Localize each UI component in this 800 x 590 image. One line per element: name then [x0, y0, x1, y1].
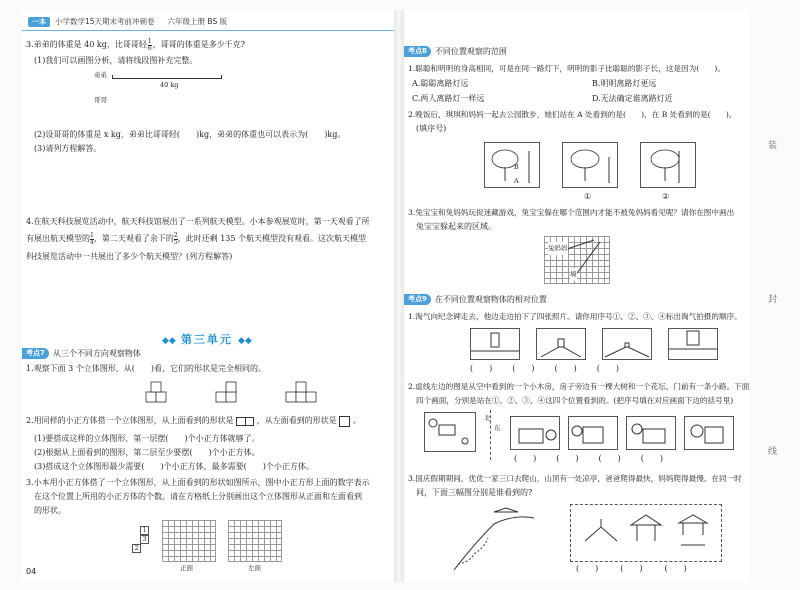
r-q2-stem: 2.晚饭后，琪琪和妈妈一起去公园散步，她们站在 A 处看到的是( )，在 B 处看到的是( )。: [408, 110, 737, 119]
r-q3-line1: 3.兔宝宝和兔妈妈玩捉迷藏游戏，兔宝宝躲在哪个范围内才能不被兔妈妈看见呢？请你在图中画出: [408, 208, 735, 217]
blank[interactable]: ( ): [514, 454, 537, 463]
r-q1-optD[interactable]: D.无法确定谁离路灯近: [592, 94, 673, 103]
kp8-heading: [404, 46, 507, 57]
cube-figures: [142, 378, 342, 410]
u2-sub1: (1)要搭成这样的立体图形，第一层摆( )个小正方体就够了。: [34, 434, 260, 443]
r-q6-line2: 间，下面三幅图分别是谁看到的?: [416, 488, 533, 497]
label-mom: 兔妈妈: [548, 242, 568, 255]
u3-line3: 的形状。: [34, 506, 66, 515]
fraction-num: 1: [147, 37, 152, 45]
pavilion-blanks: [576, 562, 687, 575]
hide-seek-grid[interactable]: [544, 236, 610, 284]
pos-a: A: [514, 177, 519, 185]
blank[interactable]: ( ): [556, 454, 579, 463]
view-option-1[interactable]: [562, 142, 618, 188]
page-header: [28, 16, 227, 27]
view-card: [510, 416, 560, 450]
q3-part2: (2)设哥哥的体重是 x kg，弟弟比哥哥轻( )kg，弟弟的体重也可以表示为( )kg。: [34, 130, 346, 139]
segment-diagram: [94, 71, 282, 108]
blank[interactable]: ( ): [664, 564, 687, 573]
kp9-heading: [404, 294, 547, 305]
left-view-grid[interactable]: [228, 520, 282, 562]
order-blanks: [470, 362, 619, 375]
grade-label: 六年级上册 BS 版: [167, 17, 228, 26]
binding-char-1: 装: [768, 141, 778, 151]
blank[interactable]: ( ): [554, 364, 577, 373]
left-view-shape: [339, 416, 350, 427]
series-title: 小学数学15天期末考前冲刺卷: [55, 17, 155, 26]
kp9-tag: 考点9: [404, 294, 431, 305]
kp8-title: 不同位置观察的范围: [434, 47, 507, 56]
r-q6-line1: 3.国庆假期期间，优优一家三口去爬山，山顶有一处凉亭，爸爸爬得最快，妈妈爬得最慢。在同一时: [408, 474, 742, 483]
right-page: [404, 10, 750, 582]
kp7-tag: 考点7: [22, 348, 49, 359]
binding-char-2: 封: [768, 295, 778, 305]
r-q1-optC[interactable]: C.两人离路灯一样远: [412, 94, 485, 103]
blank[interactable]: ( ): [596, 364, 619, 373]
position-views: [510, 416, 734, 450]
blank[interactable]: ( ): [576, 564, 599, 573]
blank[interactable]: ( ): [620, 564, 643, 573]
u2-sub3: (3)搭成这个立体图形最少需要( )个小正方体，最多需要( )个小正方体。: [34, 462, 314, 471]
r-q1-optA[interactable]: A.聪聪离路灯远: [412, 79, 469, 88]
r-q1-stem: 1.聪聪和明明的身高相同，可是在同一路灯下，明明的影子比聪聪的影子长，这是因为( )。: [408, 64, 725, 73]
page-number: 04: [26, 567, 37, 576]
num-cell: 1: [140, 526, 149, 535]
blank[interactable]: ( ): [512, 364, 535, 373]
photo-card: [668, 328, 718, 360]
r-q5-line2: 四个画面，分别是站在①、②、③、④这四个位置看到的。(把序号填在对应画面下边的括号里): [416, 396, 734, 405]
q4-line2: 有展出航天模型的$\frac{1}{4}$，第二天观看了余下的$\frac{2}{5}$，此时还剩 135 个航天模型没有观看。这次航天模型: [26, 231, 367, 246]
blank[interactable]: ( ): [598, 454, 621, 463]
r-q2-note: (填序号): [416, 124, 447, 133]
r-q5-line1: 2.虚线左边的图是从空中看到的一个小木房，房子旁边有一棵大树和一个花坛，门前有一条小路。下面: [408, 382, 750, 391]
q3-stem: 3.弟弟的体重是 40 kg，比哥哥轻$\frac{1}{6}$，哥哥的体重是多少千克?: [26, 37, 245, 52]
kp8-tag: 考点8: [404, 46, 431, 57]
fraction-den: 6: [147, 44, 152, 52]
pavilion-views: [570, 504, 722, 562]
q3-part1: (1)我们可以画图分析，请将线段图补充完整。: [34, 56, 198, 65]
view-option-1-label: ①: [584, 192, 592, 201]
view-card: [684, 416, 734, 450]
photo-card: [470, 328, 520, 360]
binding-char-3: 线: [768, 447, 778, 457]
book-gutter: [394, 10, 404, 582]
tree-lamp-svg: [485, 143, 539, 187]
q4-line1: 4.在航天科技展览活动中，航天科技馆展出了一系列航天模型。小本参观展览时，第一天观看了所: [26, 217, 370, 226]
u1-stem: 1.观察下面 3 个立体图形，从( )看，它们的形状是完全相同的。: [26, 364, 267, 373]
u2-stem: 2.用同样的小正方体搭一个立体图形，从上面看到的形状是 ，从左面看到的形状是 。: [26, 416, 361, 425]
dashed-divider: [490, 410, 491, 460]
u2-sub2: (2)根据从上面看到的图形，第二层至少要摆( )个小正方体。: [34, 448, 260, 457]
position-blanks: [514, 452, 663, 465]
dir-north: 北: [484, 414, 491, 422]
left-view-label: 左面: [248, 564, 261, 572]
front-view-grid[interactable]: [162, 520, 216, 562]
num-cell: 3: [140, 535, 149, 544]
cubes-svg: [142, 378, 342, 410]
unit-title: ◆◆ 第三单元 ◆◆: [162, 333, 252, 346]
q3-part3: (3)请列方程解答。: [34, 144, 102, 153]
pos-b: B: [514, 163, 519, 171]
r-q4-stem: 1.淘气向纪念碑走去，他边走边拍下了四张照片。请你用序号①、②、③、④标出淘气拍摄的顺序。: [408, 312, 742, 321]
mountain-drawing: [444, 504, 544, 574]
u3-line1: 3.小本用小正方体搭了一个立体图形，从上面看到的形状如图所示，图中小正方形上面的数字表示: [26, 478, 370, 487]
view-card: [626, 416, 676, 450]
left-page: [22, 10, 394, 582]
label-gege: 哥哥: [94, 96, 107, 104]
front-view-label: 正面: [180, 564, 193, 572]
brand-logo: 一本: [28, 17, 50, 27]
blank[interactable]: ( ): [470, 364, 493, 373]
monument-photos: [470, 328, 718, 360]
dir-east: 东: [494, 424, 501, 432]
r-q1-optB[interactable]: B.明明离路灯更远: [592, 79, 657, 88]
view-option-2-label: ②: [662, 192, 670, 201]
kp7-title: 从三个不同方向观察物体: [52, 349, 141, 358]
top-view-shape: [236, 417, 254, 426]
aerial-view: [424, 412, 476, 452]
top-view-numbers: [132, 526, 149, 553]
r-q3-line2: 兔宝宝躲起来的区域。: [416, 222, 496, 231]
q4-line3: 科技展览活动中一共展出了多少个航天模型？(列方程解答): [26, 252, 233, 261]
header-rule: [22, 30, 394, 31]
view-option-2[interactable]: [640, 142, 696, 188]
photo-card: [602, 328, 652, 360]
label-wall: 墙: [570, 268, 577, 281]
label-didi: 弟弟: [94, 71, 107, 79]
photo-card: [536, 328, 586, 360]
kp7-heading: [22, 348, 141, 359]
u3-line2: 在这个位置上所用的小正方体的个数。请在方格纸上分别画出这个立体图形从正面和左面看到: [34, 492, 362, 501]
num-cell: 2: [132, 544, 141, 553]
label-40kg: 40 kg: [160, 81, 179, 89]
park-scene: [484, 142, 540, 188]
view-card: [568, 416, 618, 450]
blank[interactable]: ( ): [640, 454, 663, 463]
kp9-title: 在不同位置观察物体的相对位置: [434, 295, 547, 304]
